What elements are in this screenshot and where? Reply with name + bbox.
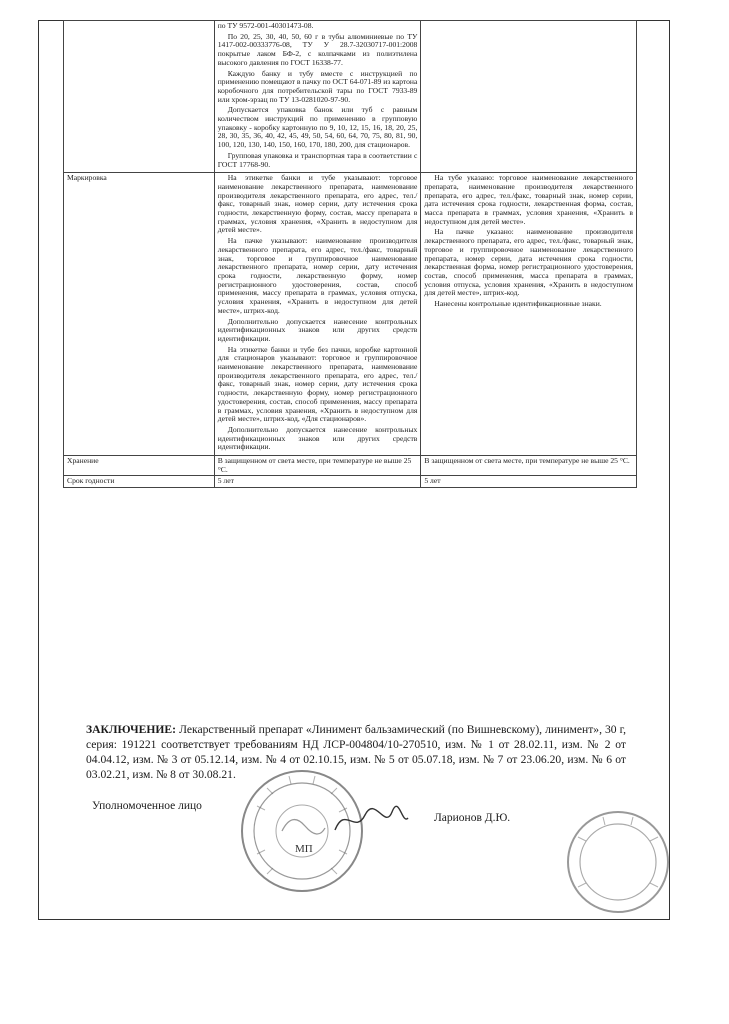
seal-mark: МП (295, 843, 313, 855)
signatory-name: Ларионов Д.Ю. (434, 812, 511, 824)
table-row-packaging (64, 21, 637, 173)
cell-packaging-actual (421, 21, 637, 173)
marking-actual-paragraph: На пачке указано: наименование производителя лекарственного препарата, его адрес, тел./факс, товарный знак, торговое и группировочное наименование лекарственного препарата, номер серии, дата истечения срока годности, лекарственная форма, номер регистрационного удостоверения, состав, способ применения, масса препарата в граммах, условия отпуска, условия хранения, «Хранить в недоступном для детей месте», штрих-код. (424, 227, 633, 298)
table-row-marking (64, 173, 637, 456)
storage-actual: В защищенном от света месте, при температуре не выше 25 °С. (421, 456, 637, 476)
signature-icon (330, 800, 410, 840)
marking-actual-paragraph: На тубе указано: торговое наименование лекарственного препарата, наименование производителя лекарственного препарата, его адрес, тел./факс, товарный знак, номер серии, дата истечения срока годности, лекарственная форма, состав, масса препарата в граммах, условия хранения, «Хранить в недоступном для детей месте». (424, 173, 633, 226)
partial-seal-stamp-icon (558, 807, 678, 917)
storage-label: Хранение (64, 456, 215, 476)
shelf-life-actual: 5 лет (421, 476, 637, 488)
packaging-paragraph: по ТУ 9572-001-40301473-08. (217, 21, 314, 30)
authorized-person-label: Уполномоченное лицо (92, 800, 202, 812)
packaging-paragraph: Каждую банку и тубу вместе с инструкцией по применению помещают в пачку по ОСТ 64-071-89 из картона коробочного для потребительской тары по ГОСТ 7933-89 или хром-эрзац по ТУ 13-0281020-97-90. (217, 68, 418, 104)
packaging-paragraph: Допускается упаковка банок или туб с равным количеством инструкций по применению в групповую упаковку - коробку картонную по 9, 10, 12, 15, 16, 18, 20, 25, 28, 30, 35, 36, 40, 42, 45, 49, 50, 54, 60, 64, 70, 75, 80, 81, 90, 100, 120, 130, 140, 150, 160, 170, 180, 200, для стационаров. (217, 105, 418, 150)
marking-spec-paragraph: На пачке указывают: наименование производителя лекарственного препарата, его адрес, тел./факс, товарный знак, торговое и группировочное наименование лекарственного препарата, номер серии, дату истечения срока годности, лекарственную форму, номер регистрационного удостоверения, состав, способ применения, массу препарата в граммах, условия отпуска, условия хранения, «Хранить в недоступном для детей месте», штрих-код. (217, 236, 418, 315)
cell-marking-actual (421, 173, 637, 456)
conclusion-label: ЗАКЛЮЧЕНИЕ: (86, 723, 177, 736)
cell-marking-spec (214, 173, 421, 456)
marking-label: Маркировка (64, 173, 215, 456)
storage-spec: В защищенном от света месте, при температуре не выше 25 °С. (214, 456, 421, 476)
cell-packaging-spec (214, 21, 421, 173)
packaging-paragraph: Групповая упаковка и транспортная тара в соответствии с ГОСТ 17768-90. (217, 150, 418, 169)
shelf-life-label: Срок годности (64, 476, 215, 488)
marking-spec-paragraph: На этикетке банки и тубе без пачки, коробке картонной для стационаров указывают: торговое и группировочное наименование лекарственного препарата, наименование производителя лекарственного препарата, его адрес, тел./факс, товарный знак, номер серии, дату истечения срока годности, лекарственную форму, номер регистрационного удостоверения, состав, способ применения, массу препарата в граммах, условия хранения, «Хранить в недоступном для детей месте», штрих-код, «Для стационаров». (217, 344, 418, 424)
conclusion-text: Лекарственный препарат «Линимент бальзамический (по Вишневскому), линимент», 30 г, серия: 191221 соответствует требованиям НД ЛСР-004804/10-270510, изм. № 1 от 28.02.11, изм. № 2 от 04.04.12, изм. № 3 от 05.12.14, изм. № 4 от 02.10.15, изм. № 5 от 05.07.18, изм. № 7 от 23.06.20, изм. № 6 от 03.02.21, изм. № 8 от 30.08.21. (86, 723, 626, 781)
shelf-life-spec: 5 лет (214, 476, 421, 488)
marking-spec-paragraph: Дополнительно допускается нанесение контрольных идентификационных знаков или других средств идентификации. (217, 316, 418, 343)
spec-table (63, 20, 637, 488)
marking-actual-paragraph: Нанесены контрольные идентификационные знаки. (434, 299, 602, 309)
table-row-storage (64, 456, 637, 476)
packaging-paragraph: По 20, 25, 30, 40, 50, 60 г в тубы алюминиевые по ТУ 1417-002-00333776-08, ТУ У 28.7-32030717-001:2008 покрытые лаком БФ-2, с колпачками из полиэтилена высокого давления по ГОСТ 16338-77. (217, 31, 418, 67)
table-row-shelf-life (64, 476, 637, 488)
marking-spec-paragraph: Дополнительно допускается нанесение контрольных идентификационных знаков или других средств идентификации. (217, 424, 418, 452)
marking-spec-paragraph: На этикетке банки и тубе указывают: торговое наименование лекарственного препарата, наименование производителя лекарственного препарата, его адрес, тел./факс, товарный знак, номер серии, дату истечения срока годности, лекарственную форму, состав, массу препарата в граммах, условия хранения, «Хранить в недоступном для детей месте». (217, 173, 418, 235)
cell-packaging-label (64, 21, 215, 173)
